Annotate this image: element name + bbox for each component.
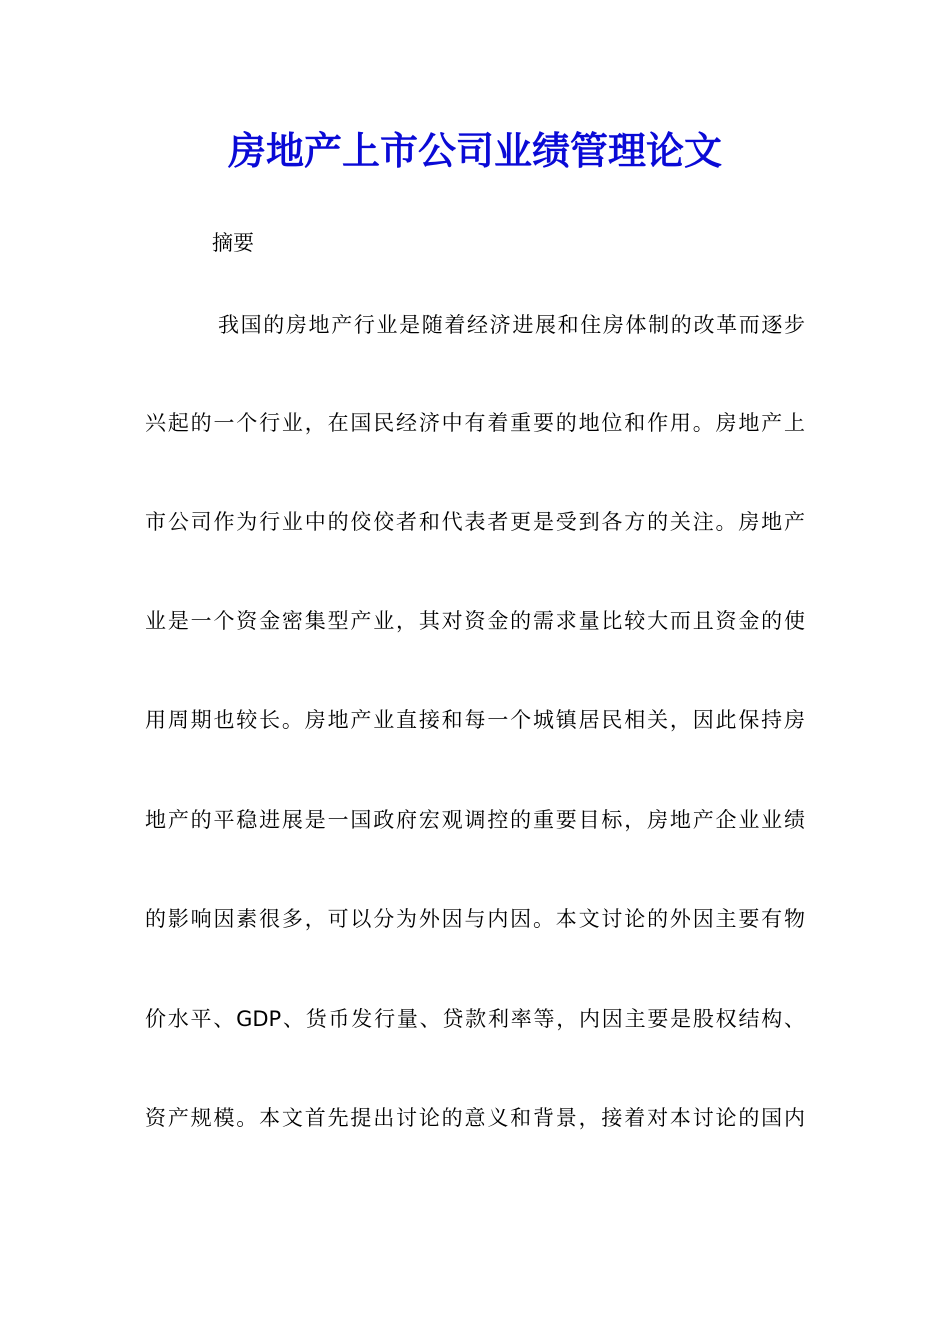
document-title: 房地产上市公司业绩管理论文 — [227, 128, 722, 173]
paragraph-line: 地产的平稳进展是一国政府宏观调控的重要目标，房地产企业业绩 — [145, 808, 805, 832]
paragraph-line: 我国的房地产行业是随着经济进展和住房体制的改革而逐步 — [218, 313, 805, 337]
paragraph-line: 兴起的一个行业，在国民经济中有着重要的地位和作用。房地产上 — [145, 411, 805, 435]
paragraph-line: 业是一个资金密集型产业，其对资金的需求量比较大而且资金的使 — [145, 609, 805, 633]
paragraph-line: 市公司作为行业中的佼佼者和代表者更是受到各方的关注。房地产 — [145, 510, 805, 534]
paragraph-line: 的影响因素很多，可以分为外因与内因。本文讨论的外因主要有物 — [145, 907, 805, 931]
paragraph-line: 价水平、GDP、货币发行量、贷款利率等，内因主要是股权结构、 — [145, 1007, 805, 1031]
paragraph-line: 资产规模。本文首先提出讨论的意义和背景，接着对本讨论的国内 — [145, 1106, 805, 1130]
section-heading-abstract: 摘要 — [212, 231, 254, 255]
paragraph-line: 用周期也较长。房地产业直接和每一个城镇居民相关，因此保持房 — [145, 708, 805, 732]
